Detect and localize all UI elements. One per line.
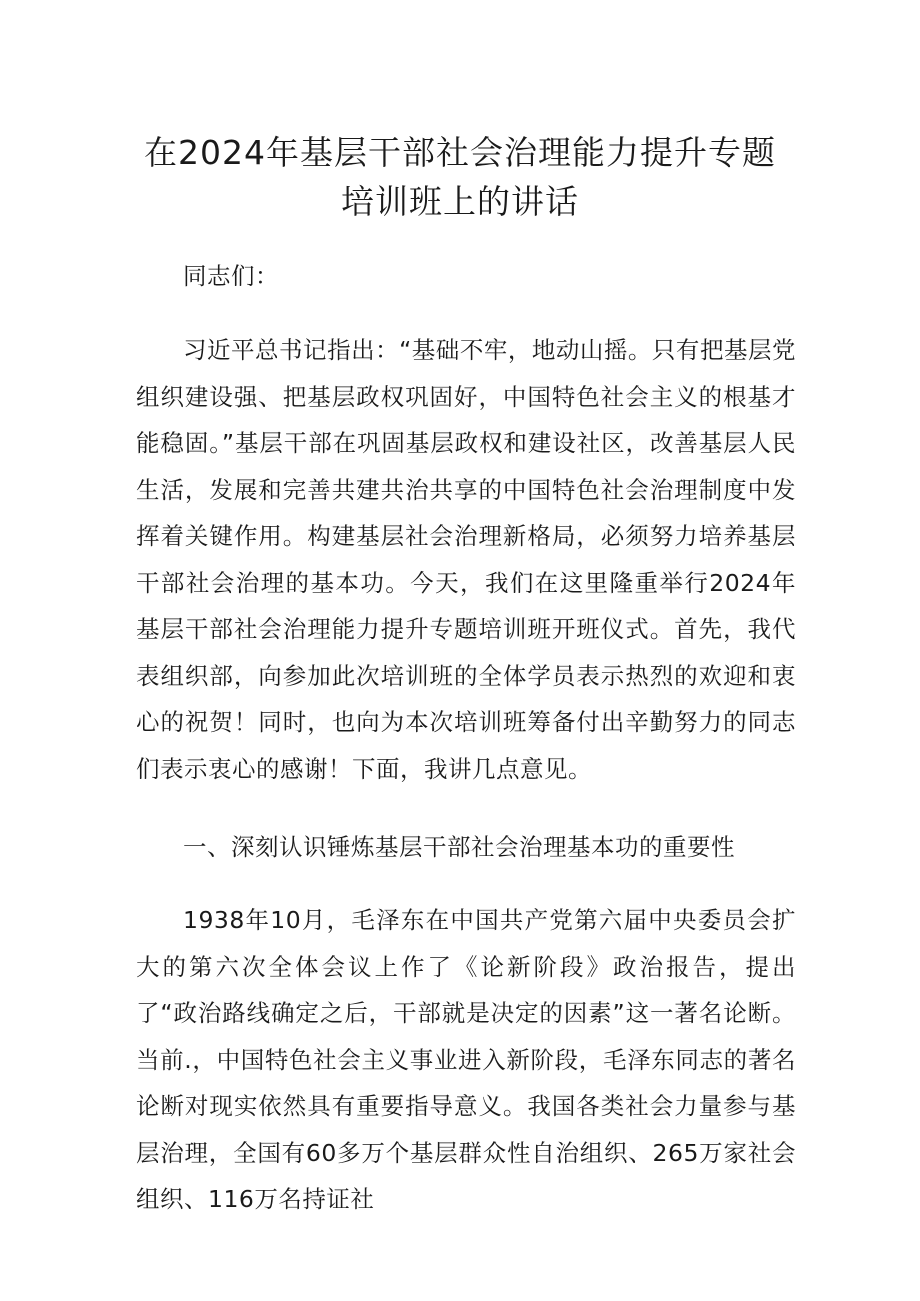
title-line-2: 培训班上的讲话 xyxy=(341,182,579,221)
title-line-1: 在2024年基层干部社会治理能力提升专题 xyxy=(144,133,776,172)
document-title xyxy=(100,128,820,226)
paragraph-intro: 习近平总书记指出：“基础不牢，地动山摇。只有把基层党组织建设强、把基层政权巩固好，中国特色社会主义的根基才能稳固。”基层干部在巩固基层政权和建设社区，改善基层人民生活，发展和完善共建共治共享的中国特色社会治理制度中发挥着关键作用。构建基层社会治理新格局，必须努力培养基层干部社会治理的基本功。今天，我们在这里隆重举行2024年基层干部社会治理能力提升专题培训班开班仪式。首先，我代表组织部，向参加此次培训班的全体学员表示热烈的欢迎和衷心的祝贺！同时，也向为本次培训班筹备付出辛勤努力的同志们表示衷心的感谢！下面，我讲几点意见。 xyxy=(136,336,796,783)
paragraph-history: 1938年10月，毛泽东在中国共产党第六届中央委员会扩大的第六次全体会议上作了《论新阶段》政治报告，提出了“政治路线确定之后，干部就是决定的因素”这一著名论断。当前.，中国特色社会主义事业进入新阶段，毛泽东同志的著名论断对现实依然具有重要指导意义。我国各类社会力量参与基层治理，全国有60多万个基层群众性自治组织、265万家社会组织、116万名持证社 xyxy=(136,906,796,1213)
salutation: 同志们： xyxy=(183,262,279,290)
section-heading: 一、深刻认识锤炼基层干部社会治理基本功的重要性 xyxy=(183,833,735,861)
